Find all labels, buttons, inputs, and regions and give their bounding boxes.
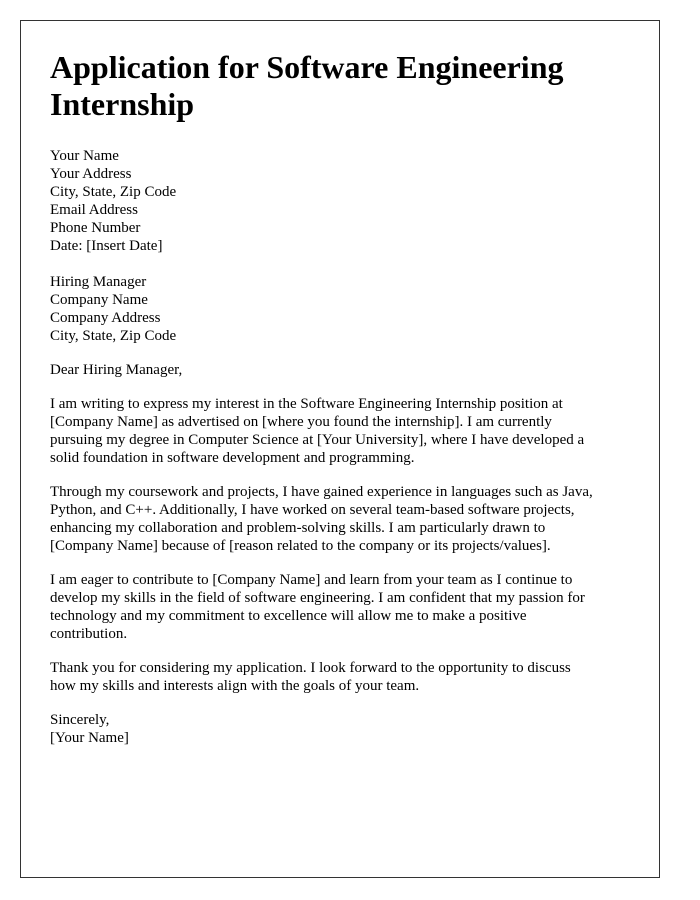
paragraph-line: Thank you for considering my application. I look forward to the opportunity to discuss (50, 660, 571, 676)
letter-title: Application for Software Engineering Internship (50, 49, 564, 122)
letter-date: Date: [Insert Date] (50, 238, 163, 254)
salutation: Dear Hiring Manager, (50, 362, 183, 378)
paragraph-line: contribution. (50, 626, 128, 642)
paragraph-line: enhancing my collaboration and problem-solving skills. I am particularly drawn to (50, 520, 546, 536)
body-paragraph-experience (50, 483, 632, 555)
body-paragraph-motivation (50, 571, 632, 643)
paragraph-line: solid foundation in software development and programming. (50, 450, 415, 466)
paragraph-line: I am eager to contribute to [Company Name] and learn from your team as I continue to (50, 572, 573, 588)
signature-name: [Your Name] (50, 730, 129, 746)
paragraph-line: Python, and C++. Additionally, I have worked on several team-based software projects, (50, 502, 575, 518)
recipient-company: Company Name (50, 292, 148, 308)
paragraph-line: [Company Name] because of [reason related to the company or its projects/values]. (50, 538, 551, 554)
paragraph-line: technology and my commitment to excellence will allow me to make a positive (50, 608, 527, 624)
sender-name: Your Name (50, 148, 119, 164)
paragraph-line: [Company Name] as advertised on [where you found the internship]. I am currently (50, 414, 552, 430)
closing-phrase: Sincerely, (50, 712, 110, 728)
recipient-address-block (50, 273, 632, 345)
letter-content (50, 49, 632, 747)
sender-email: Email Address (50, 202, 138, 218)
recipient-city-state-zip: City, State, Zip Code (50, 328, 177, 344)
sender-address-block (50, 147, 632, 255)
paragraph-line: develop my skills in the field of software engineering. I am confident that my passion for (50, 590, 585, 606)
sender-address: Your Address (50, 166, 132, 182)
paragraph-line: how my skills and interests align with the goals of your team. (50, 678, 420, 694)
body-paragraph-intro (50, 395, 632, 467)
closing-block (50, 711, 632, 747)
paragraph-line: Through my coursework and projects, I have gained experience in languages such as Java, (50, 484, 593, 500)
sender-phone: Phone Number (50, 220, 141, 236)
paragraph-line: I am writing to express my interest in the Software Engineering Internship position at (50, 396, 563, 412)
sender-city-state-zip: City, State, Zip Code (50, 184, 177, 200)
recipient-company-address: Company Address (50, 310, 161, 326)
body-paragraph-thanks (50, 659, 632, 695)
paragraph-line: pursuing my degree in Computer Science at [Your University], where I have developed a (50, 432, 585, 448)
letter-page (20, 20, 660, 878)
recipient-title: Hiring Manager (50, 274, 147, 290)
